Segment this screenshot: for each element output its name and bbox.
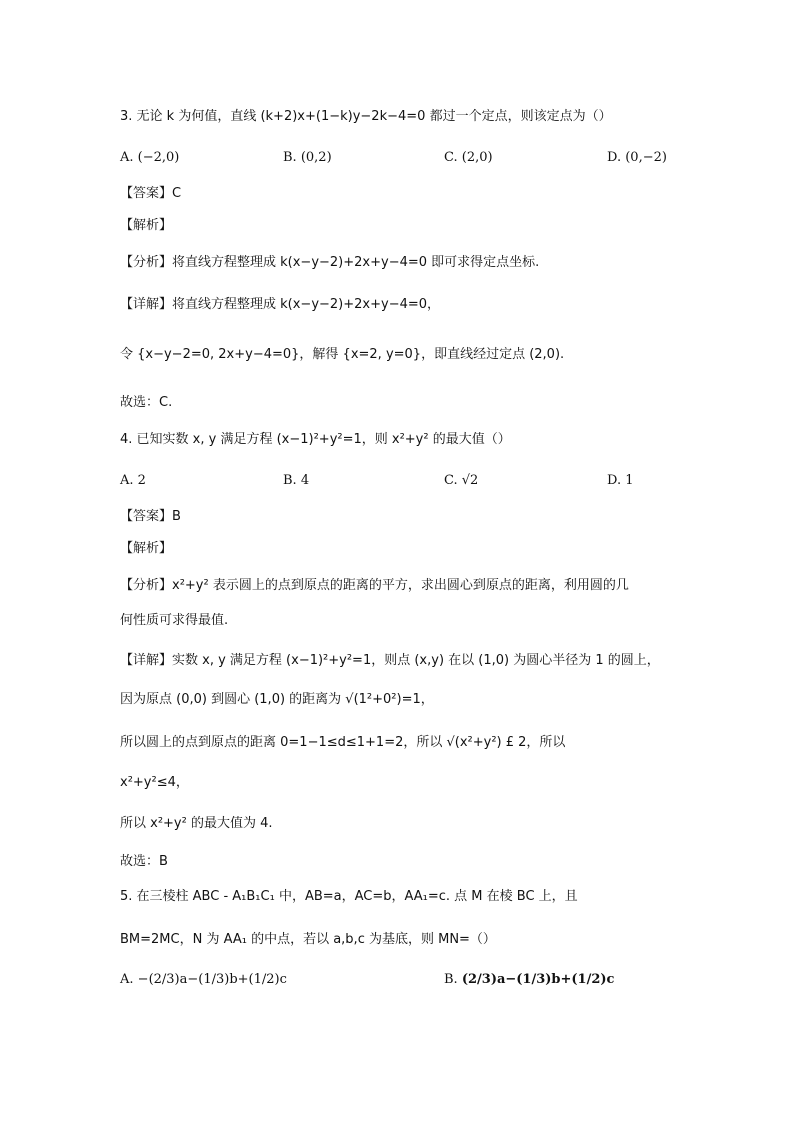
q4-option-d: D. 1 — [607, 473, 634, 488]
q3-option-c: C. (2,0) — [444, 150, 493, 165]
q4-xiangjie-line5: 所以 x²+y² 的最大值为 4. — [120, 816, 273, 831]
q5-option-b: B. (2/3)a−(1/3)b+(1/2)c — [444, 972, 615, 987]
q5-stem-line1: 5. 在三棱柱 ABC - A₁B₁C₁ 中，AB=a，AC=b，AA₁=c. 点 M 在棱 BC 上，且 — [120, 889, 578, 904]
q4-xiangjie-line2: 因为原点 (0,0) 到圆心 (1,0) 的距离为 √(1²+0²)=1， — [120, 692, 434, 707]
q4-xiangjie-line4: x²+y²≤4， — [120, 775, 189, 790]
q3-system: 令 {x−y−2=0, 2x+y−4=0}，解得 {x=2, y=0}，即直线经过定点 (2,0). — [120, 347, 565, 362]
q3-analysis-title: 【解析】 — [120, 218, 173, 233]
q4-option-c: C. √2 — [444, 473, 479, 488]
q4-analysis-title: 【解析】 — [120, 541, 173, 556]
q5-stem-line2: BM=2MC，N 为 AA₁ 的中点，若以 a,b,c 为基底，则 MN=（） — [120, 932, 496, 947]
q4-answer: 【答案】B — [120, 509, 181, 524]
q4-option-b: B. 4 — [283, 473, 310, 488]
q3-option-b: B. (0,2) — [283, 150, 332, 165]
q3-answer: 【答案】C — [120, 186, 182, 201]
q4-fenxi-line1: 【分析】x²+y² 表示圆上的点到原点的距离的平方，求出圆心到原点的距离，利用圆的几 — [120, 578, 629, 593]
q3-fenxi: 【分析】将直线方程整理成 k(x−y−2)+2x+y−4=0 即可求得定点坐标. — [120, 255, 540, 270]
q5-option-a: A. −(2/3)a−(1/3)b+(1/2)c — [120, 972, 287, 987]
q3-choice: 故选：C. — [120, 395, 173, 410]
q4-fenxi-line2: 何性质可求得最值. — [120, 613, 229, 628]
q3-xiangjie: 【详解】将直线方程整理成 k(x−y−2)+2x+y−4=0， — [120, 297, 441, 312]
q3-stem: 3. 无论 k 为何值，直线 (k+2)x+(1−k)y−2k−4=0 都过一个定点，则该定点为（） — [120, 109, 612, 124]
q4-option-a: A. 2 — [120, 473, 146, 488]
q4-choice: 故选：B — [120, 854, 168, 869]
q3-option-a: A. (−2,0) — [120, 150, 180, 165]
q3-option-d: D. (0,−2) — [607, 150, 667, 165]
q4-xiangjie-line3: 所以圆上的点到原点的距离 0=1−1≤d≤1+1=2，所以 √(x²+y²) £ 2，所以 — [120, 735, 566, 750]
q4-stem: 4. 已知实数 x, y 满足方程 (x−1)²+y²=1，则 x²+y² 的最大值（） — [120, 432, 511, 447]
q4-xiangjie-line1: 【详解】实数 x, y 满足方程 (x−1)²+y²=1，则点 (x,y) 在以 (1,0) 为圆心半径为 1 的圆上， — [120, 653, 660, 668]
